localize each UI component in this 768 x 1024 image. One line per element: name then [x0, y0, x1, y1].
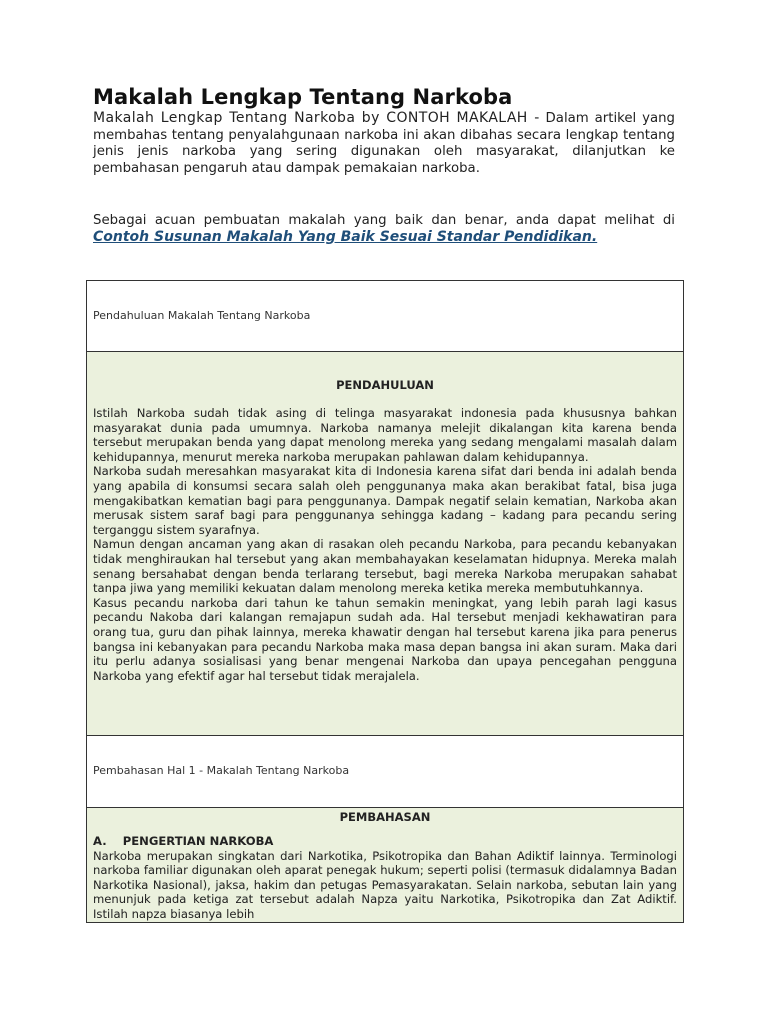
- pendahuluan-section: [86, 351, 684, 736]
- pembahasan-label-box: [86, 735, 684, 808]
- intro-lead: Makalah Lengkap Tentang Narkoba by CONTOH MAKALAH -: [93, 110, 540, 126]
- page-title: Makalah Lengkap Tentang Narkoba: [93, 85, 513, 109]
- pendahuluan-paragraph-3: Namun dengan ancaman yang akan di rasakan oleh pecandu Narkoba, para pecandu kebanyakan tidak menghiraukan hal tersebut yang akan membahayakan keselamatan hidupnya. Mereka malah senang bersahabat dengan benda terlarang tersebut, bagi mereka Narkoba merupakan sahabat tanpa jiwa yang memiliki kekuatan dalam menolong mereka ketika mereka membutuhkannya.: [93, 537, 677, 596]
- pembahasan-heading: PEMBAHASAN: [339, 810, 431, 824]
- intro-text: Dalam artikel yang membahas tentang penyalahgunaan narkoba ini akan dibahas secara lengkap tentang jenis jenis narkoba yang sering digunakan oleh masyarakat, dilanjutkan ke pembahasan pengaruh atau dampak pemakaian narkoba.: [93, 111, 675, 176]
- pendahuluan-paragraph-1: Istilah Narkoba sudah tidak asing di telinga masyarakat indonesia pada khususnya bahkan masyarakat dunia pada umumnya. Narkoba namanya melejit dikalangan kita karena benda tersebut merupakan benda yang dapat menolong mereka yang sedang mengalami masalah dalam kehidupannya, menurut mereka narkoba merupakan pahlawan dalam kehidupannya.: [93, 406, 677, 464]
- pembahasan-subheading: [93, 834, 677, 849]
- pendahuluan-label: Pendahuluan Makalah Tentang Narkoba: [93, 309, 311, 322]
- intro-paragraph: [93, 110, 675, 177]
- pendahuluan-body: [93, 406, 677, 683]
- pendahuluan-paragraph-2: Narkoba sudah meresahkan masyarakat kita di Indonesia karena sifat dari benda ini adalah benda yang apabila di konsumsi secara salah oleh penggunanya maka akan berakibat fatal, bisa juga mengakibatkan kematian bagi para penggunanya. Dampak negatif selain kematian, Narkoba akan merusak sistem saraf bagi para penggunanya sehingga kadang – kadang para pecandu sering terganggu sistem syarafnya.: [93, 464, 677, 537]
- subheading-number: A.: [93, 834, 107, 848]
- pendahuluan-paragraph-4: Kasus pecandu narkoba dari tahun ke tahun semakin meningkat, yang lebih parah lagi kasus pecandu Nakoba dari kalangan remajapun sudah ada. Hal tersebut menjadi kekhawatiran para orang tua, guru dan pihak lainnya, mereka khawatir dengan hal tersebut karena jika para penerus bangsa ini kebanyakan para pecandu Narkoba maka masa depan bangsa ini akan suram. Maka dari itu perlu adanya sosialisasi yang benar mengenai Narkoba dan upaya pencegahan pengguna Narkoba yang efektif agar hal tersebut tidak merajalela.: [93, 595, 677, 683]
- pendahuluan-label-box: [86, 280, 684, 352]
- pembahasan-section: [86, 807, 684, 923]
- reference-paragraph: [93, 212, 675, 246]
- pembahasan-body: [93, 849, 677, 922]
- pembahasan-label: Pembahasan Hal 1 - Makalah Tentang Narkoba: [93, 764, 350, 777]
- pembahasan-paragraph: Narkoba merupakan singkatan dari Narkotika, Psikotropika dan Bahan Adiktif lainnya. Terminologi narkoba familiar digunakan oleh aparat penegak hukum; seperti polisi (termasuk didalamnya Badan Narkotika Nasional), jaksa, hakim dan petugas Pemasyarakatan. Selain narkoba, sebutan lain yang menunjuk pada ketiga zat tersebut adalah Napza yaitu Narkotika, Psikotropika dan Zat Adiktif. Istilah napza biasanya lebih: [93, 848, 677, 921]
- subheading-title: PENGERTIAN NARKOBA: [122, 834, 274, 848]
- reference-text: Sebagai acuan pembuatan makalah yang baik dan benar, anda dapat melihat di: [93, 213, 675, 228]
- pendahuluan-heading: PENDAHULUAN: [336, 378, 434, 392]
- reference-link[interactable]: Contoh Susunan Makalah Yang Baik Sesuai Standar Pendidikan.: [93, 229, 598, 245]
